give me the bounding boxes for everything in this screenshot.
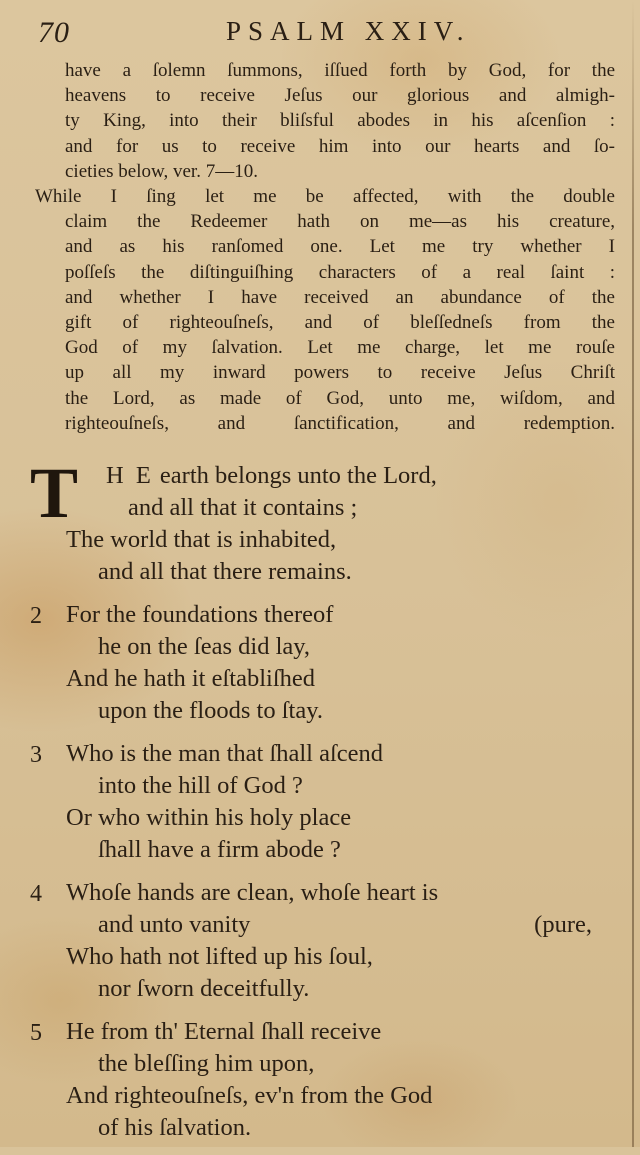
prose-line: up all my inward powers to receive Jeſus Chriſt — [65, 362, 615, 384]
verse-text: earth belongs unto the Lord, — [153, 462, 437, 489]
verse-line: Who is the man that ſhall aſcend — [66, 740, 384, 767]
prose-line: heavens to receive Jeſus our glorious and almigh- — [65, 85, 615, 107]
verse-line — [30, 460, 620, 492]
paragraph-1 — [35, 58, 615, 184]
stanza-1 — [30, 453, 620, 588]
psalm-verses — [30, 453, 620, 1155]
prose-line: the Lord, as made of God, unto me, wiſdom, and — [65, 387, 615, 409]
stanza-2 — [30, 599, 620, 727]
prose-line: righteouſneſs, and ſanctification, and redemption. — [65, 412, 615, 434]
verse-line: and all that it contains ; — [128, 494, 358, 521]
stanza-4 — [30, 877, 620, 1005]
verse-line: and all that there remains. — [98, 558, 352, 585]
verse-line: Or who within his holy place — [66, 804, 352, 831]
verse-line: Whoſe hands are clean, whoſe heart is — [66, 879, 439, 906]
stanza-number: 4 — [30, 881, 42, 907]
verse-line: The world that is inhabited, — [66, 526, 337, 553]
prose-line: ty King, into their bliſsful abodes in his aſcenſion : — [65, 110, 615, 132]
drop-cap: T — [30, 453, 79, 533]
prose-line: claim the Redeemer hath on me—as his creature, — [65, 211, 615, 233]
verse-line: upon the floods to ſtay. — [98, 697, 324, 724]
page-header — [38, 14, 610, 50]
stanza-5 — [30, 1016, 620, 1144]
page-edge — [632, 0, 634, 1147]
verse-line: He from th' Eternal ſhall receive — [66, 1018, 382, 1045]
verse-line: into the hill of God ? — [98, 772, 303, 799]
prose-line: have a ſolemn ſummons, iſſued forth by God, for the — [65, 60, 615, 81]
prose-line: God of my ſalvation. Let me charge, let me rouſe — [65, 337, 615, 359]
prose-line: and whether I have received an abundance of the — [65, 286, 615, 308]
prose-line: gift of righteouſneſs, and of bleſſedneſs from the — [65, 312, 615, 334]
verse-line: the bleſſing him upon, — [98, 1050, 315, 1077]
turnover-word: (pure, — [534, 911, 592, 938]
stanza-number: 3 — [30, 742, 42, 768]
verse-line: of his ſalvation. — [98, 1114, 252, 1141]
prose-line: and as his ranſomed one. Let me try whether I — [65, 236, 615, 258]
verse-line: For the foundations thereof — [66, 601, 334, 628]
small-caps-text: H E — [106, 462, 154, 489]
stanza-number: 5 — [30, 1020, 42, 1046]
stanza-number: 2 — [30, 603, 42, 629]
verse-text: and unto vanity — [98, 911, 251, 938]
prose-line: cieties below, ver. 7—10. — [65, 160, 258, 182]
verse-line: nor ſworn deceitfully. — [98, 975, 310, 1002]
verse-line: he on the ſeas did lay, — [98, 633, 311, 660]
verse-line: And he hath it eſtabliſhed — [66, 665, 316, 692]
verse-line: Who hath not lifted up his ſoul, — [66, 943, 373, 970]
prose-line: poſſeſs the diſtinguiſhing characters of a real ſaint : — [65, 261, 615, 283]
verse-line: ſhall have a firm abode ? — [98, 836, 341, 863]
running-title: PSALM XXIV. — [226, 16, 471, 46]
prose-line: and for us to receive him into our hearts and ſo- — [65, 135, 615, 157]
verse-line: And righteouſneſs, ev'n from the God — [66, 1082, 433, 1109]
prose-line: While I ſing let me be affected, with the double — [35, 186, 615, 208]
commentary-prose — [35, 58, 615, 436]
page-number: 70 — [38, 16, 70, 49]
paragraph-2 — [35, 184, 615, 436]
stanza-3 — [30, 738, 620, 866]
verse-line — [30, 909, 620, 941]
